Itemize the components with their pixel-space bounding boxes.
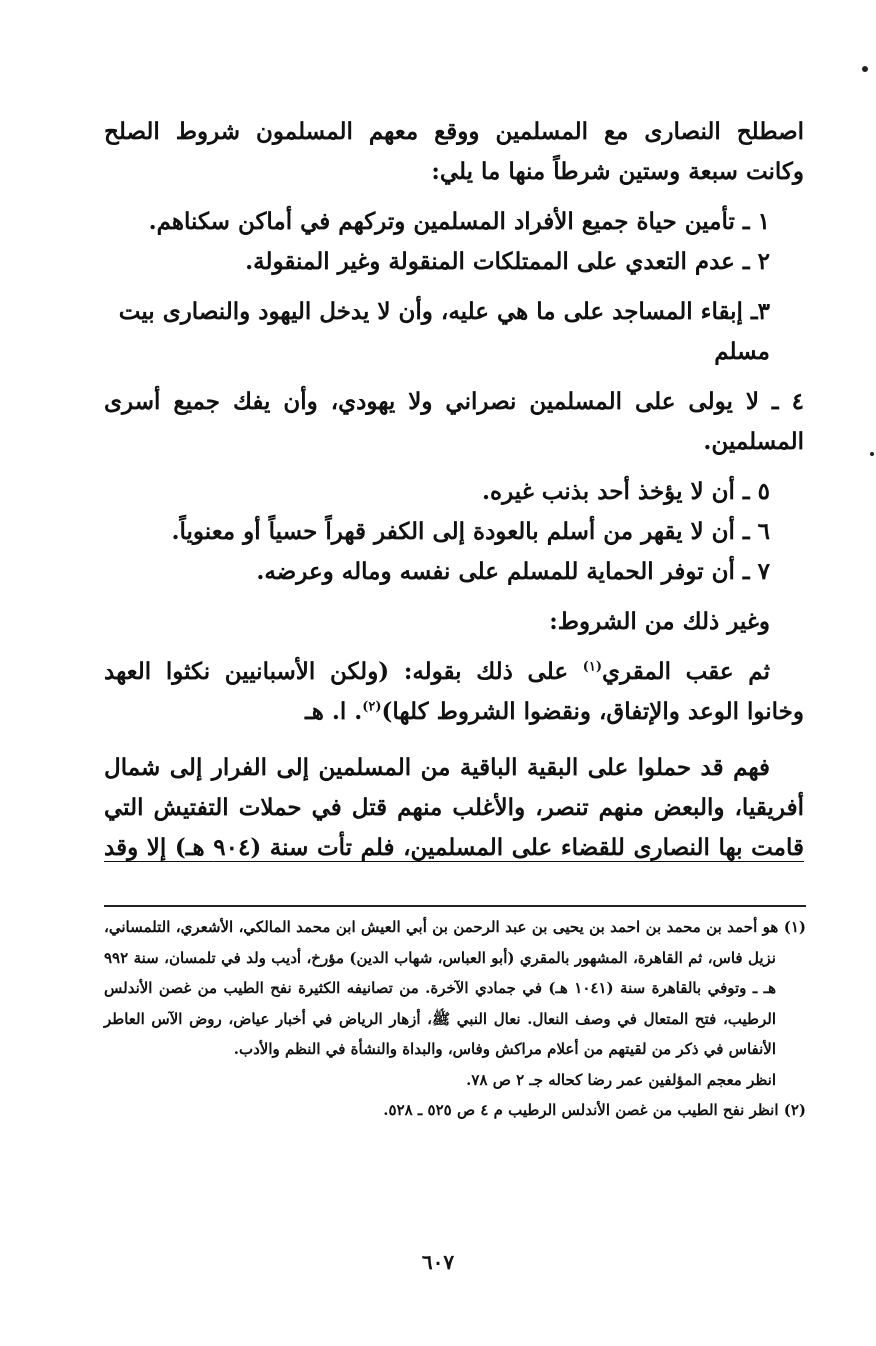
margin-mark [870, 452, 874, 456]
condition-3: ٣ـ إبقاء المساجد على ما هي عليه، وأن لا يدخل اليهود والنصارى بيت مسلم [118, 298, 770, 365]
quote-text-end: . ا. هـ [304, 698, 363, 725]
condition-1: ١ ـ تأمين حياة جميع الأفراد المسلمين وتركهم في أماكن سكناهم. [148, 208, 770, 235]
footnote-ref-1: (١) [582, 659, 602, 675]
footnote-1: (١) هو أحمد بن محمد بن احمد بن يحيى بن عبد الرحمن بن أبي العيش ابن محمد المالكي، الأشعري، التلمساني، نزيل فاس، ثم القاهرة، المشهور بالمقري (أبو العباس، شهاب الدين) مؤرخ، أديب ولد في تلمسان، سنة ٩٩٢ هـ ـ وتوفي بالقاهرة سنة (١٠٤١ هـ) في جمادي الآخرة. من تصانيفه الكثيرة نفح الطيب من غصن الأندلس الرطيب، فتح المتعال في وصف النعال. نعال النبي ﷺ، أزهار الرياض في أخبار عياض، روض الآس العاطر الأنفاس في ذكر من لقيتهم من أعلام مراكش وفاس، والبداة والنشأة في النظم والأدب. [104, 918, 806, 1058]
condition-2: ٢ ـ عدم التعدي على الممتلكات المنقولة وغير المنقولة. [245, 248, 770, 275]
quote-text-start: ثم عقب المقري [602, 658, 770, 685]
condition-7: ٧ ـ أن توفر الحماية للمسلم على نفسه وماله وعرضه. [256, 558, 770, 585]
last-line: قامت بها النصارى للقضاء على المسلمين، فلم تأت سنة (٩٠٤ هـ) إلا وقد [104, 834, 804, 861]
condition-5: ٥ ـ أن لا يؤخذ أحد بذنب غيره. [482, 478, 770, 505]
condition-6: ٦ ـ أن لا يقهر من أسلم بالعودة إلى الكفر قهراً حسياً أو معنوياً. [171, 518, 770, 545]
quote-paragraph [104, 652, 804, 732]
footnote-1-reference: انظر معجم المؤلفين عمر رضا كحاله جـ ٢ ص ٧٨. [466, 1070, 776, 1089]
condition-4: ٤ ـ لا يولى على المسلمين نصراني ولا يهودي، وأن يفك جميع أسرى المسلمين. [104, 388, 804, 455]
footnotes [104, 912, 806, 1126]
other-conditions: وغير ذلك من الشروط: [549, 608, 770, 635]
intro-paragraph: اصطلح النصارى مع المسلمين ووقع معهم المسلمون شروط الصلح وكانت سبعة وستين شرطاً منها ما يلي: [104, 118, 804, 185]
margin-mark [862, 66, 868, 72]
quote-text-middle: على ذلك بقوله: (ولكن الأسبانيين نكثوا العهد وخانوا الوعد والإتفاق، ونقضوا الشروط كلها) [104, 658, 804, 725]
footnote-divider [104, 905, 806, 907]
last-paragraph: فهم قد حملوا على البقية الباقية من المسلمين إلى الفرار إلى شمال أفريقيا، والبعض منهم تنصر، والأغلب منهم قتل في حملات التفتيش التي [104, 754, 804, 821]
footnote-2: (٢) انظر نفح الطيب من غصن الأندلس الرطيب م ٤ ص ٥٢٥ ـ ٥٢٨. [383, 1101, 806, 1119]
footnote-ref-2: (٢) [362, 699, 382, 715]
page-number: ٦٠٧ [421, 1250, 455, 1274]
main-text [104, 112, 804, 868]
